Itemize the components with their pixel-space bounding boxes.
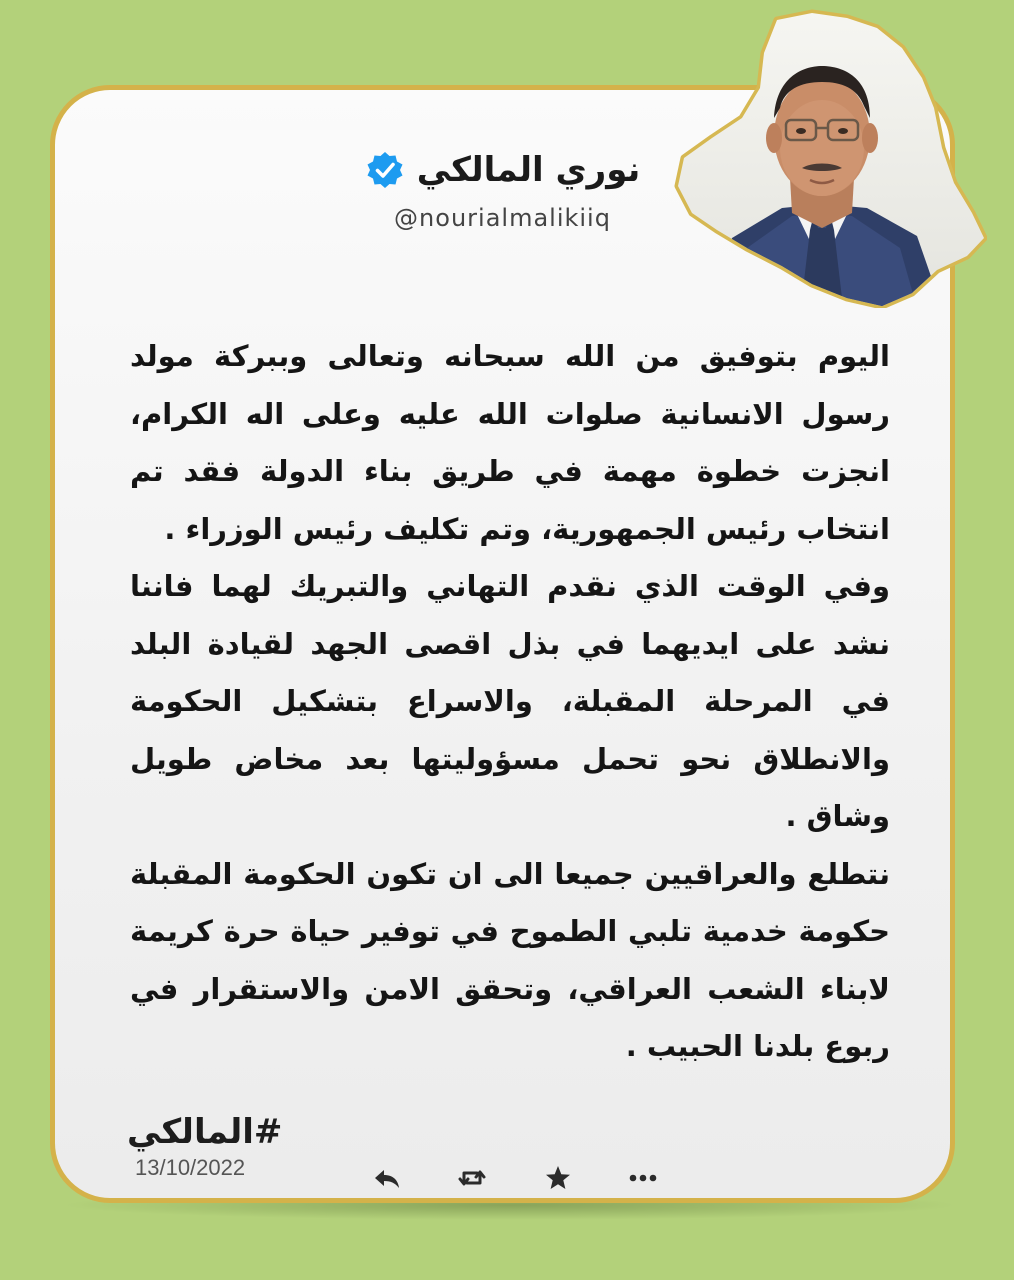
star-icon[interactable] — [541, 1161, 575, 1195]
avatar — [672, 8, 987, 308]
display-name: نوري المالكي — [416, 150, 641, 190]
post-date: 13/10/2022 — [135, 1155, 246, 1180]
reply-icon[interactable] — [370, 1161, 404, 1195]
more-icon[interactable] — [626, 1161, 660, 1195]
hashtag[interactable]: #المالكي — [127, 1112, 283, 1152]
tweet-body — [130, 328, 890, 1076]
verified-check-icon — [365, 150, 405, 190]
action-bar — [370, 1158, 660, 1198]
retweet-icon[interactable] — [455, 1161, 489, 1195]
tweet-paragraph-1: اليوم بتوفيق من الله سبحانه وتعالى وببركة مولد رسول الانسانية صلوات الله عليه وعلى اله الكرام، انجزت خطوة مهمة في طريق بناء الدولة فقد تم انتخاب رئيس الجمهورية، وتم تكليف رئيس الوزراء . — [130, 339, 890, 546]
tweet-paragraph-2: وفي الوقت الذي نقدم التهاني والتبريك لهما فاننا نشد على ايديهما في بذل اقصى الجهد لقيادة البلد في المرحلة المقبلة، والاسراع بتشكيل الحكومة والانطلاق نحو تحمل مسؤوليتها بعد مخاض طويل وشاق . — [130, 569, 890, 833]
user-handle: @nourialmalikiiq — [394, 204, 611, 232]
tweet-paragraph-3: نتطلع والعراقيين جميعا الى ان تكون الحكومة المقبلة حكومة خدمية تلبي الطموح في توفير حياة حرة كريمة لابناء الشعب العراقي، وتحقق الامن والاستقرار في ربوع بلدنا الحبيب . — [130, 856, 890, 1063]
